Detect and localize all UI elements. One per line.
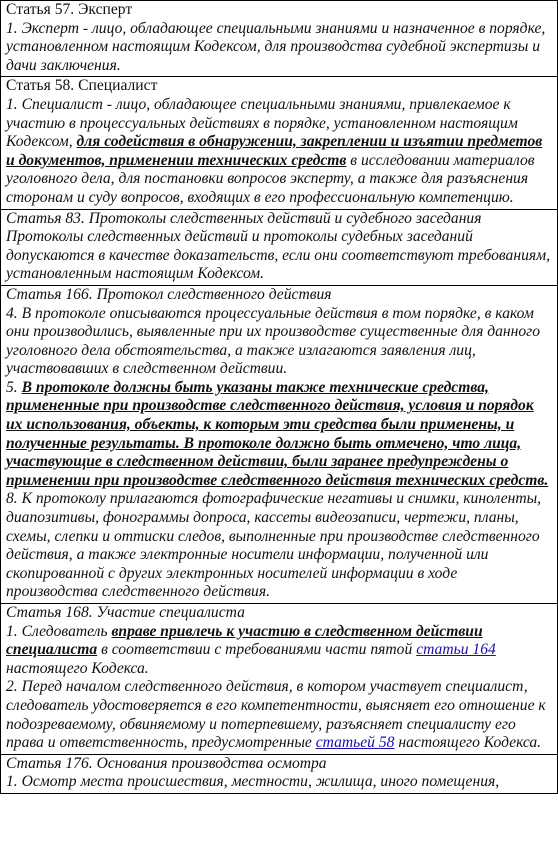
article-58 bbox=[1, 77, 557, 209]
article-title: Статья 57. Эксперт bbox=[6, 1, 133, 18]
emphasized-text: вправе привлечь к участию в следственном действии специалиста bbox=[6, 622, 483, 659]
article-paragraph-4: 4. В протоколе описываются процессуальные действия в том порядке, в каком они производились, выявленные при их производстве существенные для данного уголовного дела обстоятельства, а также излагаются заявления лиц, участвовавших в следственном действии. bbox=[6, 304, 541, 378]
emphasized-text: В протоколе должны быть указаны также технические средства, примененные при производстве следственного действия, условия и порядок их использования, объекты, к которым эти средства были применены, и полученные результаты. В протоколе должно быть отмечено, что лица, участвующие в следственном действии, были заранее предупреждены о применении при производстве следственного действия технических средств. bbox=[6, 378, 549, 489]
link-article-164[interactable]: статьи 164 bbox=[416, 641, 496, 659]
article-title: Статья 166. Протокол следственного действия bbox=[6, 285, 332, 303]
article-57 bbox=[1, 1, 557, 77]
article-paragraph-5: 5. В протоколе должны быть указаны также технические средства, примененные при производстве следственного действия, условия и порядок их использования, объекты, к которым эти средства были применены, и полученные результаты. В протоколе должно быть отмечено, что лица, участвующие в следственном действии, были заранее предупреждены о применении при производстве следственного действия технических средств. bbox=[6, 378, 549, 489]
article-paragraph: 1. Специалист - лицо, обладающее специальными знаниями, привлекаемое к участию в процессуальных действиях в порядке, установленном настоящим Кодексом, для содействия в обнаружении, закреплении и изъятии предметов и документов, применении технических средств в исследовании материалов уголовного дела, для постановки вопросов эксперту, а также для разъяснения сторонам и суду вопросов, входящих в его профессиональную компетенцию. bbox=[6, 95, 543, 206]
article-title: Статья 168. Участие специалиста bbox=[6, 604, 245, 621]
article-title: Статья 176. Основания производства осмотра bbox=[6, 754, 327, 772]
article-paragraph: 1. Эксперт - лицо, обладающее специальными знаниями и назначенное в порядке, установленном настоящим Кодексом, для производства судебной экспертизы и дачи заключения. bbox=[6, 19, 546, 74]
article-title: Статья 83. Протоколы следственных действий и судебного заседания bbox=[6, 209, 482, 227]
article-paragraph-8: 8. К протоколу прилагаются фотографические негативы и снимки, киноленты, диапозитивы, фонограммы допроса, кассеты видеозаписи, чертежи, планы, схемы, слепки и оттиски следов, выполненные при производстве следственного действия, а также электронные носители информации, полученной или скопированной с других электронных носителей информации в ходе производства следственного действия. bbox=[6, 490, 542, 601]
article-paragraph: 1. Осмотр места происшествия, местности, жилища, иного помещения, bbox=[6, 773, 500, 791]
article-168 bbox=[1, 604, 557, 755]
article-paragraph: Протоколы следственных действий и протоколы судебных заседаний допускаются в качестве доказательств, если они соответствуют требованиям, установленным настоящим Кодексом. bbox=[6, 228, 550, 283]
article-166 bbox=[1, 286, 557, 604]
article-83 bbox=[1, 210, 557, 286]
article-176 bbox=[1, 755, 557, 794]
article-paragraph-1: 1. Следователь вправе привлечь к участию в следственном действии специалиста в соответствии с требованиями части пятой статьи 164 настоящего Кодекса. bbox=[6, 622, 496, 677]
link-article-58[interactable]: статьей 58 bbox=[315, 734, 395, 752]
article-paragraph-2: 2. Перед началом следственного действия, в котором участвует специалист, следователь удостоверяется в его компетентности, выясняет его отношение к подозреваемому, обвиняемому и потерпевшему, разъясняет специалисту его права и ответственность, предусмотренные статьей 58 настоящего Кодекса. bbox=[6, 678, 546, 752]
emphasized-text: для содействия в обнаружении, закреплении и изъятии предметов и документов, применении технических средств bbox=[6, 133, 543, 169]
article-title: Статья 58. Специалист bbox=[6, 77, 158, 95]
